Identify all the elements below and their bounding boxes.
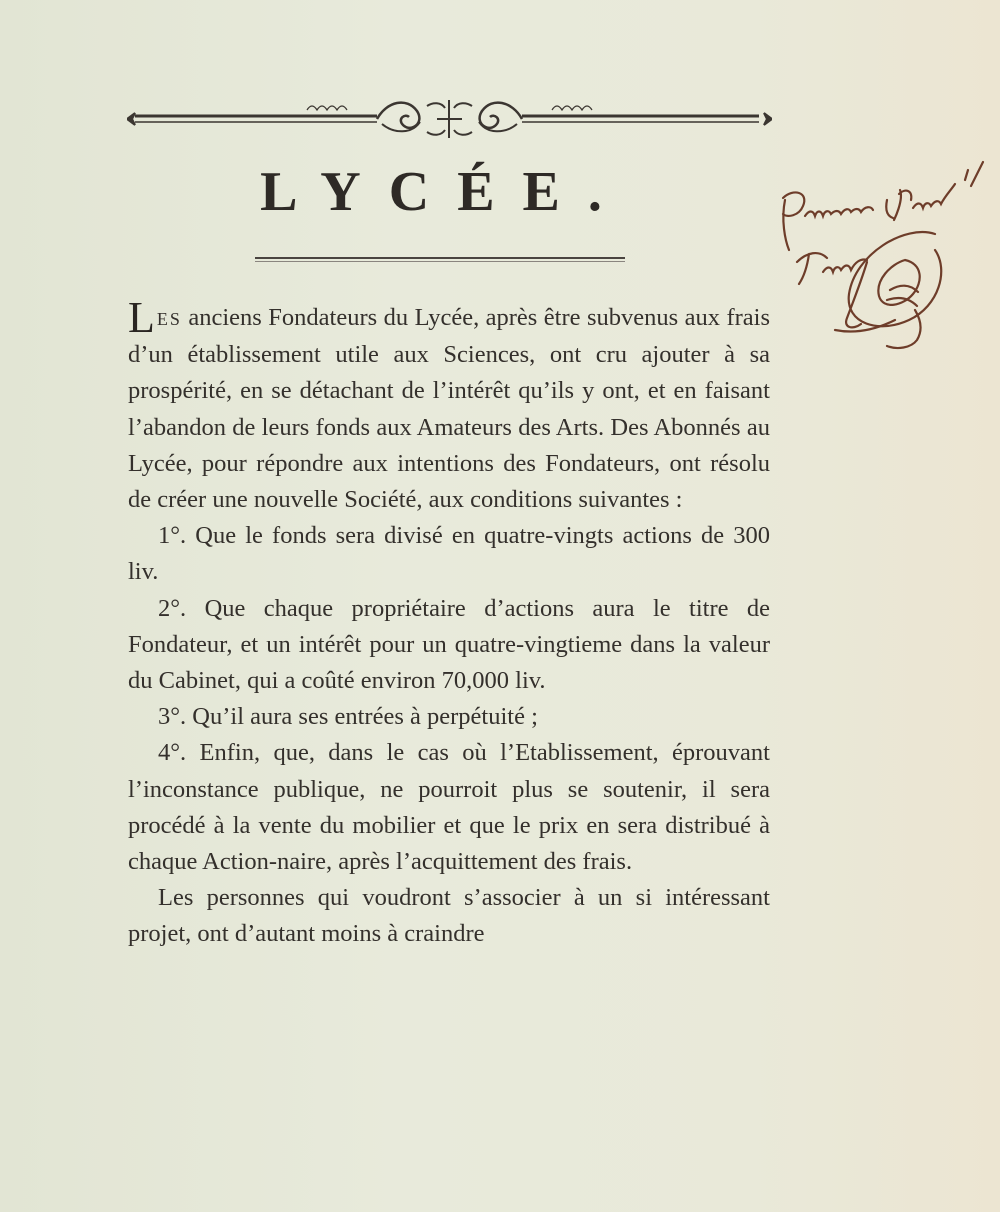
condition-1: 1°. Que le fonds sera divisé en quatre-vingts actions de 300 liv. <box>128 522 770 586</box>
closing-paragraph: Les personnes qui voudront s’associer à un si intéressant projet, ont d’autant moins à craindre <box>128 884 770 948</box>
body-text <box>128 293 770 953</box>
title-divider <box>255 257 625 259</box>
intro-text: anciens Fondateurs du Lycée, après être subvenus aux frais d’un établissement utile aux Sciences, ont cru ajouter à sa prospérité, en se détachant de l’intérêt qu’ils y ont, et en faisant l’abandon de leurs fonds aux Amateurs des Arts. Des Abonnés au Lycée, pour répondre aux intentions des Fondateurs, ont résolu de créer une nouvelle Société, aux conditions suivantes : <box>128 304 770 514</box>
intro-smallcaps: ES <box>156 309 182 329</box>
condition-3: 3°. Qu’il aura ses entrées à perpétuité ; <box>158 703 538 731</box>
drop-initial: L <box>128 293 155 342</box>
condition-4: 4°. Enfin, que, dans le cas où l’Etablissement, éprouvant l’inconstance publique, ne pourroit plus se soutenir, il sera procédé à la vente du mobilier et que le prix en sera distribué à chaque Action-naire, après l’acquittement des frais. <box>128 739 770 876</box>
page-title: LYCÉE. <box>260 161 630 223</box>
intro-paragraph <box>128 293 770 518</box>
condition-2: 2°. Que chaque propriétaire d’actions aura le titre de Fondateur, et un intérêt pour un quatre-vingtieme dans la valeur du Cabinet, qui a coûté environ 70,000 liv. <box>128 594 770 695</box>
handwritten-annotation <box>775 150 1000 370</box>
ornamental-headpiece <box>127 88 772 140</box>
